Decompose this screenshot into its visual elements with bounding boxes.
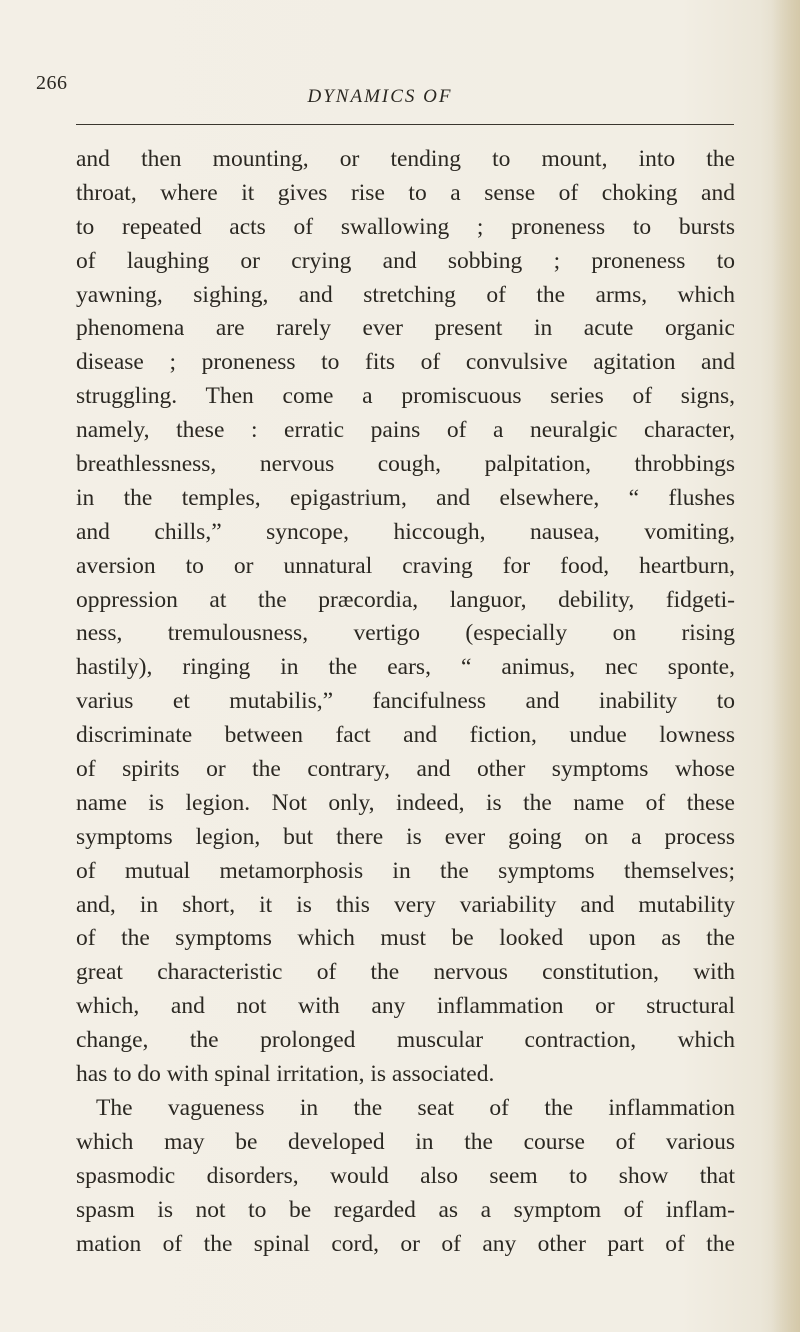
paragraph-start-line: The vagueness in the seat of the inflammation [96, 1094, 735, 1121]
text-line: great characteristic of the nervous constitution, with [76, 959, 735, 986]
header-rule [76, 124, 734, 125]
text-line: disease ; proneness to fits of convulsive agitation and [76, 349, 735, 376]
text-line: varius et mutabilis,” fancifulness and inability to [76, 688, 735, 715]
text-line: yawning, sighing, and stretching of the arms, which [76, 281, 735, 308]
running-head: DYNAMICS OF [307, 86, 453, 107]
text-line: namely, these : erratic pains of a neuralgic character, [76, 417, 735, 444]
text-line: hastily), ringing in the ears, “ animus, nec sponte, [76, 654, 735, 681]
text-line: of spirits or the contrary, and other symptoms whose [76, 756, 735, 783]
text-line: throat, where it gives rise to a sense of choking and [76, 179, 735, 206]
text-line: spasm is not to be regarded as a symptom of inflam- [76, 1196, 735, 1223]
text-line: aversion to or unnatural craving for food, heartburn, [76, 552, 735, 579]
text-line: symptoms legion, but there is ever going on a process [76, 823, 735, 850]
text-line: in the temples, epigastrium, and elsewhere, “ flushes [76, 484, 735, 511]
text-line: which, and not with any inflammation or structural [76, 993, 735, 1020]
text-line: of mutual metamorphosis in the symptoms themselves; [76, 857, 735, 884]
text-line: of laughing or crying and sobbing ; proneness to [76, 247, 735, 274]
text-line: phenomena are rarely ever present in acute organic [76, 315, 735, 342]
text-line: breathlessness, nervous cough, palpitation, throbbings [76, 451, 735, 478]
text-line: name is legion. Not only, indeed, is the name of these [76, 789, 735, 816]
page-edge-shadow [772, 0, 800, 1332]
text-line: and, in short, it is this very variability and mutability [76, 891, 735, 918]
text-line: to repeated acts of swallowing ; proneness to bursts [76, 213, 735, 240]
text-line: mation of the spinal cord, or of any other part of the [76, 1230, 735, 1257]
text-line: which may be developed in the course of various [76, 1128, 735, 1155]
body-text [76, 143, 735, 1261]
text-line: of the symptoms which must be looked upon as the [76, 925, 735, 952]
page-number: 266 [36, 72, 68, 94]
text-line: oppression at the præcordia, languor, debility, fidgeti- [76, 586, 735, 613]
text-line: struggling. Then come a promiscuous series of signs, [76, 383, 735, 410]
text-line: and then mounting, or tending to mount, into the [76, 146, 735, 172]
text-line: ness, tremulousness, vertigo (especially on rising [76, 620, 735, 647]
text-line: discriminate between fact and fiction, undue lowness [76, 722, 735, 749]
text-line: and chills,” syncope, hiccough, nausea, vomiting, [76, 518, 735, 545]
text-line: has to do with spinal irritation, is associated. [76, 1061, 495, 1088]
text-line: change, the prolonged muscular contraction, which [76, 1027, 735, 1054]
text-line: spasmodic disorders, would also seem to show that [76, 1162, 735, 1189]
